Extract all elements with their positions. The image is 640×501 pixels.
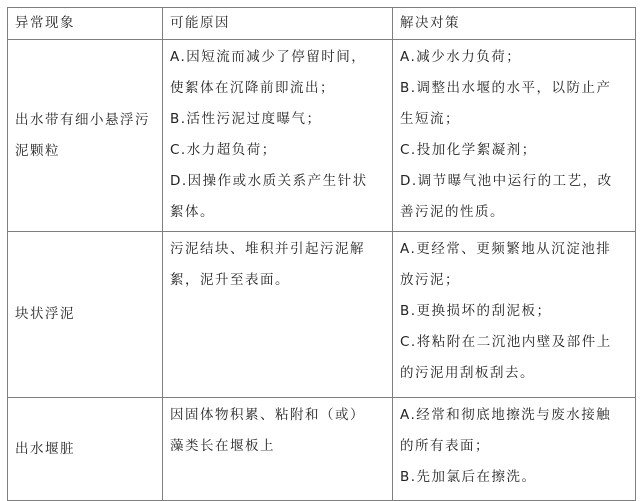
cause-cell xyxy=(163,398,393,501)
solution-line: 的污泥用刮板刮去。 xyxy=(400,365,535,381)
cause-cell xyxy=(163,232,393,398)
solution-line: C.将粘附在二沉池内壁及部件上 xyxy=(400,334,612,350)
header-solution: 解决对策 xyxy=(393,8,636,40)
solution-line: 生短流； xyxy=(400,111,460,127)
phenomenon-line: 泥颗粒 xyxy=(15,142,60,159)
cause-line: 因固体物积累、粘附和（或） xyxy=(170,407,365,423)
solution-line: B.先加氯后在擦洗。 xyxy=(400,469,537,485)
phenomenon-line: 出水带有细小悬浮污 xyxy=(15,111,150,128)
cause-line: C.水力超负荷； xyxy=(170,142,277,158)
troubleshooting-table xyxy=(7,7,636,501)
phenomenon-line: 出水堰脏 xyxy=(15,440,75,457)
phenomenon-line: 块状浮泥 xyxy=(15,306,75,322)
solution-line: B.更换损坏的刮泥板； xyxy=(400,303,552,319)
header-row xyxy=(8,8,636,40)
table-row xyxy=(8,398,636,501)
cause-line: D.因操作或水质关系产生针状 xyxy=(170,173,368,189)
solution-cell xyxy=(393,398,636,501)
solution-cell xyxy=(393,40,636,232)
solution-line: A.更经常、更频繁地从沉淀池排 xyxy=(400,241,612,257)
cause-line: 污泥结块、堆积并引起污泥解 xyxy=(170,241,365,257)
solution-line: A.减少水力负荷； xyxy=(400,49,522,65)
phenomenon-cell xyxy=(8,40,163,232)
solution-line: 放污泥； xyxy=(400,272,460,288)
solution-cell xyxy=(393,232,636,398)
phenomenon-cell xyxy=(8,398,163,501)
solution-line: B.调整出水堰的水平，以防止产 xyxy=(400,80,612,96)
cause-line: 藻类长在堰板上 xyxy=(170,438,275,454)
phenomenon-cell xyxy=(8,232,163,398)
cause-line: 絮，泥升至表面。 xyxy=(170,272,290,288)
cause-line: 使絮体在沉降前即流出； xyxy=(170,80,335,96)
header-cause: 可能原因 xyxy=(163,8,393,40)
solution-line: A.经常和彻底地擦洗与废水接触 xyxy=(400,407,612,423)
table-row xyxy=(8,40,636,232)
cause-cell xyxy=(163,40,393,232)
header-phenomenon: 异常现象 xyxy=(8,8,163,40)
cause-line: A.因短流而减少了停留时间， xyxy=(170,49,367,65)
cause-line: B.活性污泥过度曝气； xyxy=(170,111,322,127)
solution-line: 的所有表面； xyxy=(400,438,490,454)
solution-line: C.投加化学絮凝剂； xyxy=(400,142,537,158)
solution-line: D.调节曝气池中运行的工艺，改 xyxy=(400,173,613,189)
cause-line: 絮体。 xyxy=(170,204,215,220)
table-row xyxy=(8,232,636,398)
solution-line: 善污泥的性质。 xyxy=(400,204,505,220)
